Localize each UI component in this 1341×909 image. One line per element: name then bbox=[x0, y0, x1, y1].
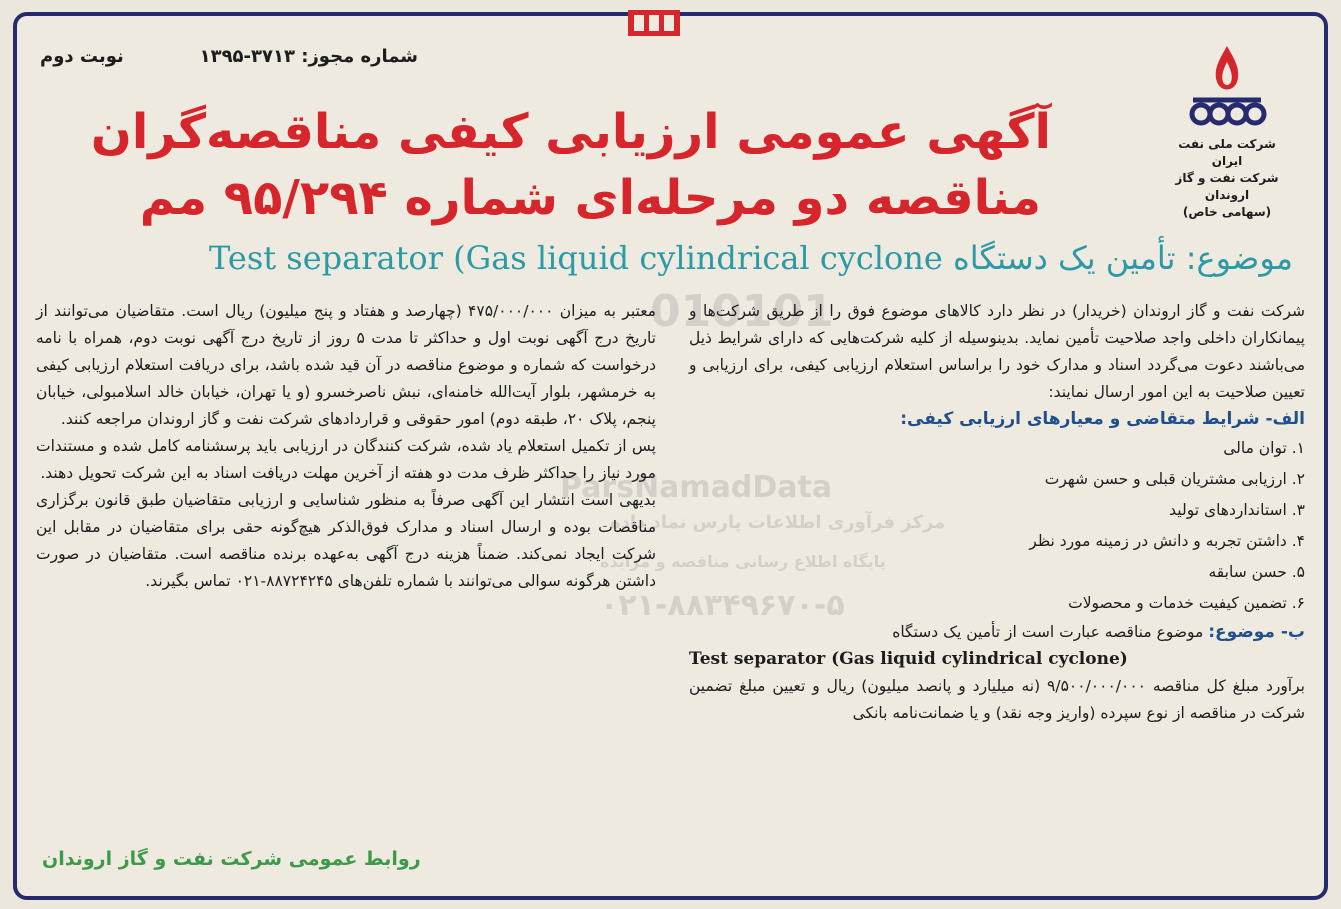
section-b-heading: ب- موضوع: bbox=[1208, 622, 1305, 642]
logo-company-type: (سهامی خاص) bbox=[1182, 205, 1272, 219]
section-b bbox=[689, 619, 1305, 646]
list-item: ۳. استانداردهای تولید bbox=[1169, 501, 1305, 519]
disclaimer-paragraph: بدیهی است انتشار این آگهی صرفاً به منظور شناسایی و ارزیابی متقاضیان طبق قانون برگزاری مناقصات بوده و ارسال اسناد و مدارک فوق‌الذکر هیچ‌گونه حقی برای متقاضیان در مقابل این شرکت ایجاد نمی‌کند. ضمناً هزینه درج آگهی به‌عهده برنده مناقصه است. متقاضیان در صورت داشتن هرگونه سوالی می‌توانند با شماره تلفن‌های ۸۸۷۲۴۲۴۵-۰۲۱ تماس بگیرند. bbox=[36, 491, 656, 590]
tender-number-title: مناقصه دو مرحله‌ای شماره ۹۵/۲۹۴ مم bbox=[139, 170, 1041, 226]
section-a-heading: الف- شرایط متقاضی و معیارهای ارزیابی کیفی: bbox=[900, 409, 1305, 429]
public-relations-signature: روابط عمومی شرکت نفت و گاز اروندان bbox=[42, 848, 421, 870]
permit-number: شماره مجوز: ۳۷۱۳-۱۳۹۵ bbox=[199, 46, 418, 67]
watermark-brand: ParsNamadData bbox=[560, 470, 833, 505]
subject-prefix: موضوع: تأمین یک دستگاه bbox=[952, 239, 1293, 277]
watermark-code: 010101 bbox=[650, 286, 834, 337]
list-item: ۵. حسن سابقه bbox=[1208, 563, 1305, 581]
notice-title: آگهی عمومی ارزیابی کیفی مناقصه‌گران bbox=[90, 104, 1051, 160]
left-column bbox=[36, 298, 656, 595]
subject-line bbox=[209, 238, 1293, 278]
guarantee-paragraph: معتبر به میزان ۴۷۵/۰۰۰/۰۰۰ (چهارصد و هفتاد و پنج میلیون) ریال است. متقاضیان می‌توانند از تاریخ درج آگهی نوبت اول و حداکثر تا مدت ۵ روز از تاریخ درج آگهی نوبت دوم، همراه با نامه درخواست که شماره و موضوع مناقصه در آن قید شده باشد، برای دریافت استعلام ارزیابی کیفی به خرمشهر، بلوار آیت‌الله خامنه‌ای، نبش ناصرخسرو (و یا تهران، خیابان خالد اسلامبولی، خیابان پنجم، پلاک ۲۰، طبقه دوم) امور حقوقی و قراردادهای شرکت نفت و گاز اروندان مراجعه کنند. bbox=[36, 302, 656, 428]
publication-round: نوبت دوم bbox=[40, 46, 124, 67]
company-logo bbox=[1162, 40, 1292, 221]
permit-header bbox=[40, 46, 418, 67]
criteria-list bbox=[689, 433, 1305, 619]
right-column bbox=[689, 298, 1305, 727]
list-item: ۲. ارزیابی مشتریان قبلی و حسن شهرت bbox=[1044, 470, 1305, 488]
list-item: ۶. تضمین کیفیت خدمات و محصولات bbox=[1068, 594, 1305, 612]
newspaper-mark-icon bbox=[628, 10, 680, 36]
watermark-center-name: مرکز فرآوری اطلاعات پارس نماد داده bbox=[610, 512, 946, 533]
watermark-portal: پایگاه اطلاع رسانی مناقصه و مزایده bbox=[600, 552, 886, 571]
section-b-equipment: Test separator (Gas liquid cylindrical cyclone) bbox=[689, 649, 1128, 669]
list-item: ۱. توان مالی bbox=[1223, 439, 1305, 457]
watermark-phone: ۰۲۱-۸۸۳۴۹۶۷۰-۵ bbox=[600, 588, 845, 623]
list-item: ۴. داشتن تجربه و دانش در زمینه مورد نظر bbox=[1029, 532, 1305, 550]
intro-paragraph: شرکت نفت و گاز اروندان (خریدار) در نظر دارد کالاهای موضوع فوق را از طریق شرکت‌ها و پیمانکاران داخلی واجد صلاحیت تأمین نماید. بدینوسیله از کلیه شرکت‌هایی که دارای شرایط ذیل می‌باشند دعوت می‌گردد اسناد و مدارک خود را براساس استعلام ارزیابی کیفی، برای ارزیابی و تعیین صلاحیت به این امور ارسال نمایند: bbox=[689, 302, 1305, 401]
nioc-flame-icon bbox=[1179, 40, 1275, 136]
logo-company-name: شرکت ملی نفت ایران bbox=[1178, 137, 1276, 168]
submission-paragraph: پس از تکمیل استعلام یاد شده، شرکت کنندگان در ارزیابی باید پرسشنامه کامل شده و مستندات مورد نیاز را حداکثر ظرف مدت دو هفته از آخرین مهلت دریافت اسناد به این شرکت تحویل دهند. bbox=[36, 437, 656, 482]
estimate-paragraph: برآورد مبلغ کل مناقصه ۹/۵۰۰/۰۰۰/۰۰۰ (نه میلیارد و پانصد میلیون) ریال و تعیین مبلغ تضمین شرکت در مناقصه از نوع سپرده (واریز وجه نقد) و یا ضمانت‌نامه بانکی bbox=[689, 677, 1305, 722]
logo-subsidiary-name: شرکت نفت و گاز اروندان bbox=[1175, 171, 1279, 202]
subject-equipment: Test separator (Gas liquid cylindrical cyclone bbox=[209, 239, 943, 277]
section-b-text: موضوع مناقصه عبارت است از تأمین یک دستگاه bbox=[892, 623, 1204, 641]
